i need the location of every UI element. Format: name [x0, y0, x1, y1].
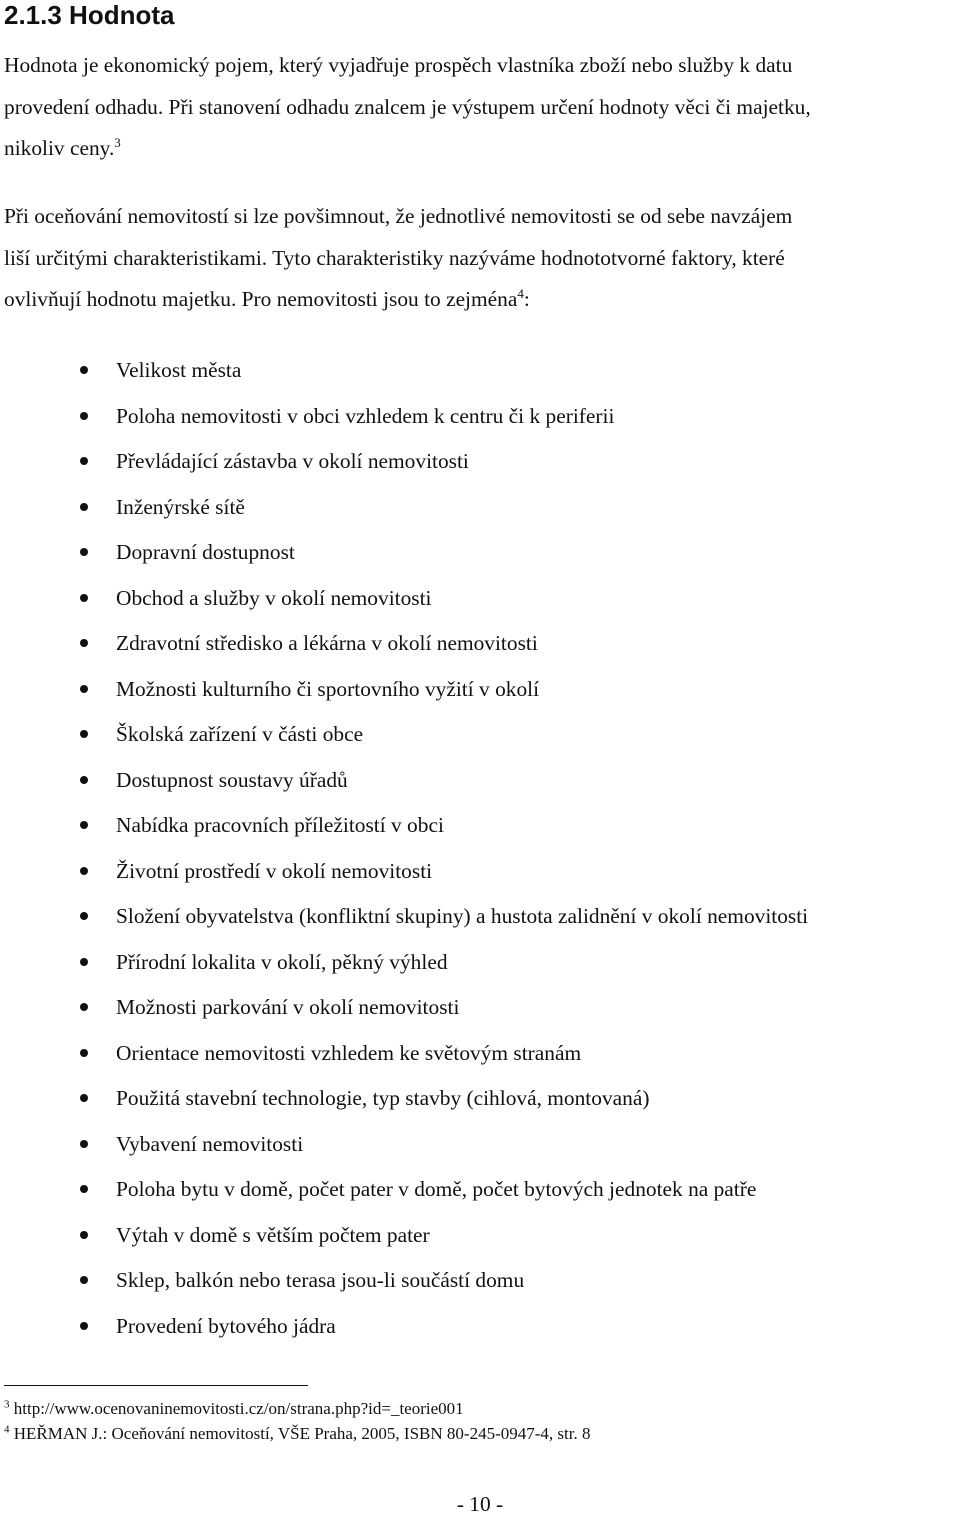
list-item-text: Přírodní lokalita v okolí, pěkný výhled: [116, 949, 448, 974]
footnote-number: 4: [4, 1423, 10, 1436]
bullet-icon: [80, 1049, 88, 1057]
list-item-text: Dopravní dostupnost: [116, 540, 295, 564]
list-item: [0, 803, 950, 849]
bullet-icon: [80, 912, 88, 920]
paragraph-line: Hodnota je ekonomický pojem, který vyjadřuje prospěch vlastníka zboží nebo služby k datu: [4, 53, 793, 77]
bullet-icon: [80, 730, 88, 738]
list-item: [0, 940, 950, 986]
bullet-icon: [80, 1276, 88, 1284]
bullet-icon: [80, 1003, 88, 1011]
list-item-text: Velikost města: [116, 358, 242, 382]
list-item-text: Provedení bytového jádra: [116, 1313, 336, 1338]
list-item-text: Sklep, balkón nebo terasa jsou-li součástí domu: [116, 1268, 525, 1292]
list-item-text: Možnosti kulturního či sportovního vyžití v okolí: [116, 676, 540, 701]
bullet-icon: [80, 685, 88, 693]
bullet-icon: [80, 776, 88, 784]
bullet-icon: [80, 457, 88, 465]
list-item: [0, 348, 950, 394]
paragraph-line: provedení odhadu. Při stanovení odhadu znalcem je výstupem určení hodnoty věci či majetku,: [4, 94, 811, 119]
list-item: [0, 894, 950, 940]
footnote-link[interactable]: http://www.ocenovaninemovitosti.cz/on/strana.php?id=_teorie001: [13, 1399, 464, 1418]
list-item-text: Obchod a služby v okolí nemovitosti: [116, 585, 432, 610]
paragraph-line: liší určitými charakteristikami. Tyto charakteristiky nazýváme hodnototvorné faktory, které: [4, 245, 785, 270]
list-item: [0, 1213, 950, 1259]
list-item-text: Životní prostředí v okolí nemovitosti: [116, 858, 433, 883]
list-item-text: Použitá stavební technologie, typ stavby (cihlová, montovaná): [116, 1086, 650, 1110]
paragraph-line: Při oceňování nemovitostí si lze povšimnout, že jednotlivé nemovitosti se od sebe navzájem: [4, 204, 793, 228]
bullet-icon: [80, 1094, 88, 1102]
bullet-icon: [80, 1231, 88, 1239]
list-item-text: Výtah v domě s větším počtem pater: [116, 1222, 430, 1247]
paragraph-line: [4, 279, 944, 321]
bullet-icon: [80, 958, 88, 966]
bullet-icon: [80, 366, 88, 374]
footnote-reference-4[interactable]: 4: [517, 286, 524, 302]
footnote-4: [4, 1421, 944, 1446]
footnote-3: [4, 1396, 944, 1421]
list-item-text: Dostupnost soustavy úřadů: [116, 767, 348, 792]
list-item: [0, 576, 950, 622]
paragraph-value-definition: [4, 45, 944, 170]
footnotes: [4, 1396, 944, 1446]
list-item-text: Převládající zástavba v okolí nemovitosti: [116, 449, 469, 473]
list-item: [0, 530, 950, 576]
bullet-icon: [80, 639, 88, 647]
bullet-icon: [80, 1140, 88, 1148]
paragraph-value-factors: [4, 196, 944, 321]
list-item: [0, 1076, 950, 1122]
list-item-text: Složení obyvatelstva (konfliktní skupiny) a hustota zalidnění v okolí nemovitosti: [116, 904, 809, 928]
list-item: [0, 439, 950, 485]
bullet-icon: [80, 503, 88, 511]
list-item: [0, 758, 950, 804]
bullet-icon: [80, 548, 88, 556]
list-item: [0, 394, 950, 440]
list-item-text: Nabídka pracovních příležitostí v obci: [116, 813, 444, 837]
paragraph-line: [4, 128, 944, 170]
list-item-text: Poloha bytu v domě, počet pater v domě, počet bytových jednotek na patře: [116, 1177, 757, 1201]
list-item: [0, 712, 950, 758]
paragraph-line-end: :: [523, 287, 530, 312]
list-item-text: Možnosti parkování v okolí nemovitosti: [116, 995, 460, 1019]
list-item-text: Orientace nemovitosti vzhledem ke světovým stranám: [116, 1040, 582, 1065]
list-item: [0, 485, 950, 531]
list-item: [0, 1167, 950, 1213]
list-item-text: Poloha nemovitosti v obci vzhledem k centru či k periferii: [116, 403, 615, 428]
list-item: [0, 1258, 950, 1304]
list-item-text: Školská zařízení v části obce: [116, 722, 364, 746]
bullet-icon: [80, 867, 88, 875]
list-item: [0, 1122, 950, 1168]
bullet-icon: [80, 1322, 88, 1330]
list-item-text: Zdravotní středisko a lékárna v okolí nemovitosti: [116, 631, 538, 655]
bullet-icon: [80, 412, 88, 420]
list-item: [0, 849, 950, 895]
value-factors-list: [0, 348, 950, 1349]
bullet-icon: [80, 1185, 88, 1193]
footnote-reference-3[interactable]: 3: [114, 135, 121, 151]
paragraph-line-text: ovlivňují hodnotu majetku. Pro nemovitosti jsou to zejména: [4, 287, 518, 312]
list-item: [0, 667, 950, 713]
footnote-number: 3: [4, 1398, 10, 1411]
page-number: - 10 -: [456, 1492, 504, 1516]
bullet-icon: [80, 821, 88, 829]
list-item-text: Inženýrské sítě: [116, 494, 245, 519]
list-item-text: Vybavení nemovitosti: [116, 1131, 304, 1156]
footnote-divider: [4, 1385, 308, 1386]
list-item: [0, 621, 950, 667]
paragraph-line-text: nikoliv ceny.: [4, 136, 115, 161]
list-item: [0, 985, 950, 1031]
bullet-icon: [80, 594, 88, 602]
footnote-text: HEŘMAN J.: Oceňování nemovitostí, VŠE Praha, 2005, ISBN 80-245-0947-4, str. 8: [13, 1424, 591, 1443]
list-item: [0, 1304, 950, 1350]
list-item: [0, 1031, 950, 1077]
section-heading: 2.1.3 Hodnota: [4, 0, 175, 30]
